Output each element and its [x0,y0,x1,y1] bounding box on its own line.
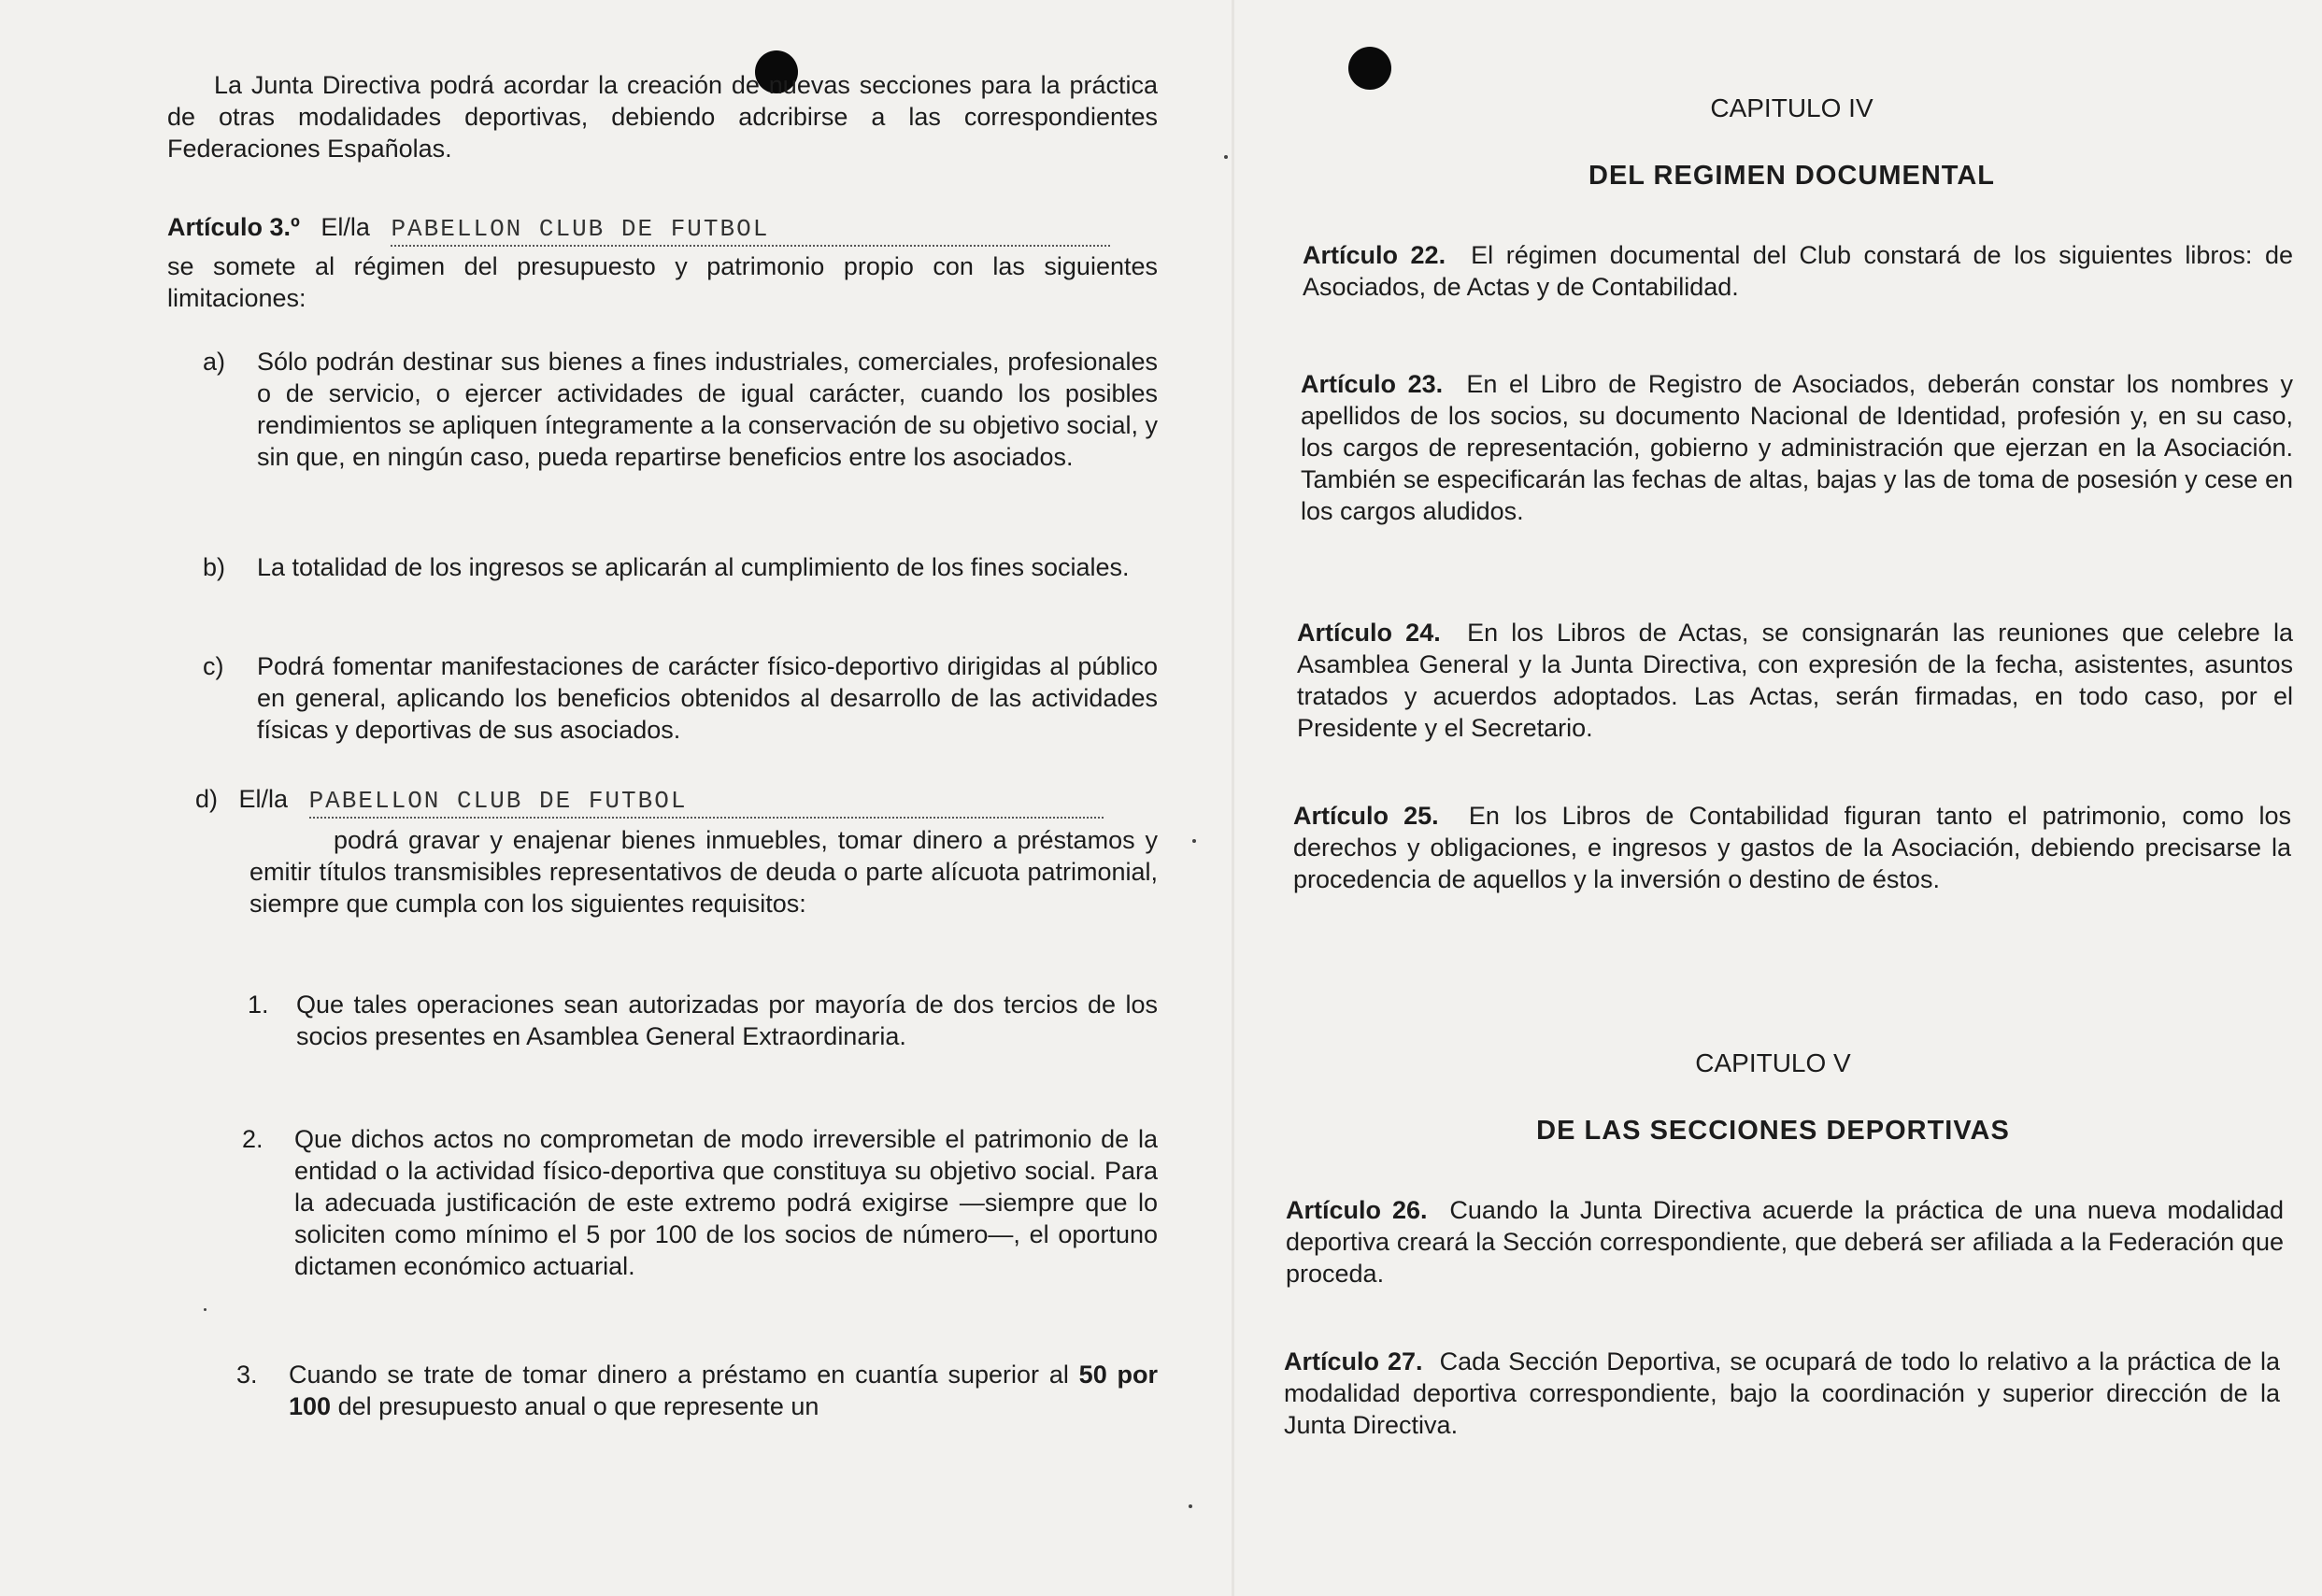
article-23 [1301,368,2293,527]
article-text: En los Libros de Contabilidad figuran tanto el patrimonio, como los derechos y obligaciones, e ingresos y gastos de la Asociación, debiendo precisarse la procedencia de aquellos y la inversión o destino de éstos. [1293,802,2291,893]
list-item-marker: d) [195,785,219,813]
article-text: Cuando la Junta Directiva acuerde la práctica de una nueva modalidad deportiva creará la Sección correspondiente, que deberá ser afiliada a la Federación que proceda. [1286,1196,2284,1288]
article-3-text: se somete al régimen del presupuesto y patrimonio propio con las siguientes limitaciones: [167,252,1158,312]
list-item-text: La totalidad de los ingresos se aplicarán al cumplimiento de los fines sociales. [257,553,1130,581]
article-26 [1286,1194,2284,1290]
numbered-item-text: Que dichos actos no comprometan de modo irreversible el patrimonio de la entidad o la actividad físico-deportiva que constituya su objetivo social. Para la adecuada justificación de este extremo podrá exigirse —siempre que lo soliciten como mínimo el 5 por 100 de los socios de número—, el oportuno dictamen económico actuarial. [294,1125,1158,1280]
list-item-marker: a) [203,348,226,376]
article-3-prefix: El/la [321,213,370,241]
article-text: El régimen documental del Club constará de los siguientes libros: de Asociados, de Actas y de Contabilidad. [1303,241,2293,301]
article-label: Artículo 26. [1286,1196,1428,1224]
article-text: Cada Sección Deportiva, se ocupará de todo lo relativo a la práctica de la modalidad deportiva correspondiente, bajo la coordinación y superior dirección de la Junta Directiva. [1284,1347,2280,1439]
list-item-b [203,551,1158,583]
article-27 [1284,1346,2280,1441]
numbered-item-text [289,1359,1158,1422]
paper-speck [1224,155,1228,159]
list-item-marker: b) [203,553,226,581]
numbered-item-text: Que tales operaciones sean autorizadas por mayoría de dos tercios de los socios presentes en Asamblea General Extraordinaria. [296,990,1158,1050]
chapter-iv-title: DEL REGIMEN DOCUMENTAL [1588,161,1995,191]
item-3-text-after: del presupuesto anual o que represente un [331,1392,819,1420]
article-label: Artículo 27. [1284,1347,1423,1375]
item-d-prefix: El/la [238,785,289,813]
numbered-item-marker: 3. [236,1361,258,1389]
punch-hole-right [1348,47,1391,90]
article-text: En el Libro de Registro de Asociados, deberán constar los nombres y apellidos de los socios, su documento Nacional de Identidad, profesión y, en su caso, los cargos de representación, gobierno y administración que ejerzan en la Asociación. También se especificarán las fechas de altas, bajas y las de toma de posesión y cese en los cargos aludidos. [1301,370,2293,525]
article-label: Artículo 22. [1303,241,1446,269]
article-label: Artículo 24. [1297,619,1441,647]
item-d-club-name: PABELLON CLUB DE FUTBOL [309,785,1104,819]
article-label: Artículo 25. [1293,802,1439,830]
numbered-item-2 [242,1123,1158,1282]
item-d-text: podrá gravar y enajenar bienes inmuebles, tomar dinero a préstamos y emitir títulos transmisibles representativos de deuda o parte alícuota patrimonial, siempre que cumpla con los siguientes requisitos: [249,826,1158,918]
chapter-v-heading: CAPITULO V [1695,1048,1851,1077]
chapter-v-title: DE LAS SECCIONES DEPORTIVAS [1536,1116,2010,1146]
list-item-text: Podrá fomentar manifestaciones de carácter físico-deportivo dirigidas al público en general, aplicando los beneficios obtenidos al desarrollo de las actividades físicas y deportivas de sus asociados. [257,652,1158,744]
paper-speck [204,1308,207,1311]
numbered-item-marker: 1. [248,990,269,1019]
article-label: Artículo 23. [1301,370,1444,398]
paper-speck [1189,1504,1192,1508]
article-text: En los Libros de Actas, se consignarán las reuniones que celebre la Asamblea General y la Junta Directiva, con expresión de la fecha, asistentes, asuntos tratados y acuerdos adoptados. Las Actas, serán firmadas, en todo caso, por el Presidente y el Secretario. [1297,619,2293,742]
numbered-item-1 [248,989,1158,1052]
list-item-marker: c) [203,652,224,680]
list-item-a [203,346,1158,473]
page-fold [1232,0,1234,1596]
item-3-text-before: Cuando se trate de tomar dinero a préstamo en cuantía superior al [289,1361,1079,1389]
list-item-text: Sólo podrán destinar sus bienes a fines industriales, comerciales, profesionales o de servicio, o ejercer actividades de igual carácter, cuando los posibles rendimientos se apliquen íntegramente a la conservación de su objetivo social, y sin que, en ningún caso, pueda repartirse beneficios entre los asociados. [257,348,1158,471]
chapter-iv-heading: CAPITULO IV [1710,93,1873,122]
article-24 [1297,617,2293,744]
item-3-bold-amount: 50 por 100 [289,1361,1159,1420]
article-25 [1293,800,2291,895]
article-22 [1303,239,2293,303]
list-item-c [203,650,1158,746]
paper-speck [1192,839,1196,843]
numbered-item-marker: 2. [242,1125,264,1153]
list-item-d [195,783,1158,919]
article-3 [167,211,1158,314]
numbered-item-3 [236,1359,1158,1422]
intro-paragraph: La Junta Directiva podrá acordar la creación de nuevas secciones para la práctica de otras modalidades deportivas, debiendo adcribirse a las correspondientes Federaciones Españolas. [167,71,1158,163]
article-3-club-name: PABELLON CLUB DE FUTBOL [391,213,1110,247]
article-3-label: Artículo 3.º [167,213,300,241]
